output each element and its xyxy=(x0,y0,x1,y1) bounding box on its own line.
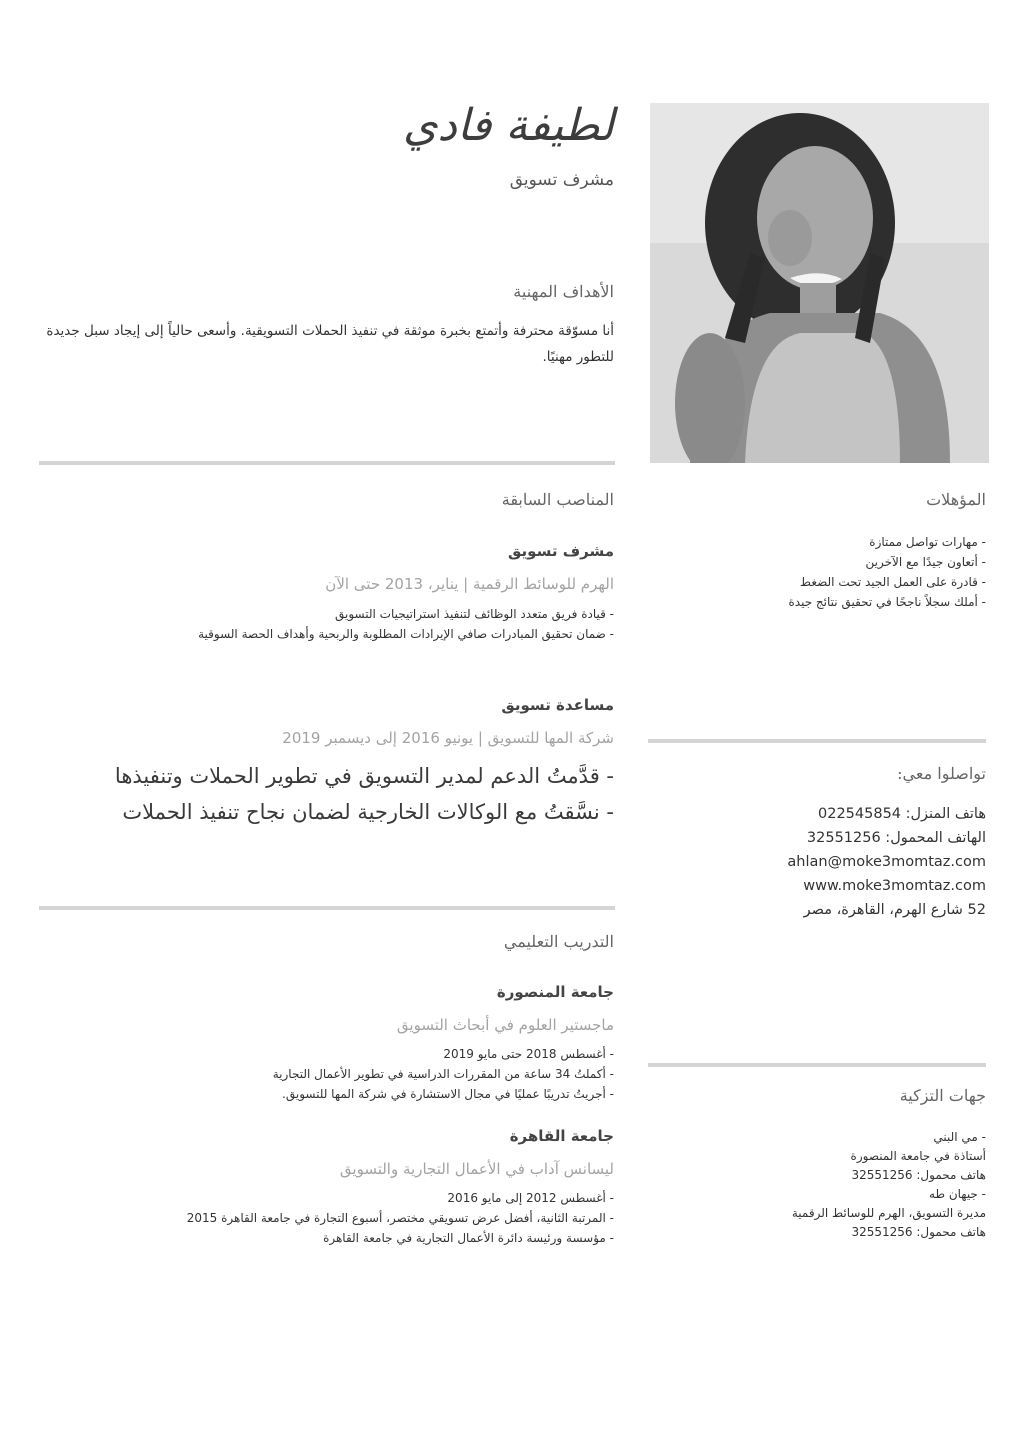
education-bullets xyxy=(34,1188,614,1248)
job-title: مساعدة تسويق xyxy=(501,696,614,714)
contact-title: تواصلوا معي: xyxy=(897,764,986,783)
address: 52 شارع الهرم، القاهرة، مصر xyxy=(803,902,986,918)
profile-photo xyxy=(650,103,989,463)
website-link[interactable]: www.moke3momtaz.com xyxy=(803,878,986,894)
divider-side-2 xyxy=(648,1063,986,1067)
education-bullets xyxy=(34,1044,614,1104)
home-phone: هاتف المنزل: 022545854 xyxy=(818,806,986,822)
objective-title: الأهداف المهنية xyxy=(513,282,614,301)
education-title: التدريب التعليمي xyxy=(503,932,614,951)
job-meta: الهرم للوسائط الرقمية | يناير، 2013 حتى الآن xyxy=(325,575,614,593)
education-bullet: - أغسطس 2018 حتى مايو 2019 xyxy=(443,1047,614,1061)
reference-line: - جيهان طه xyxy=(929,1187,986,1201)
school-name: جامعة القاهرة xyxy=(509,1127,614,1145)
reference-line: أستاذة في جامعة المنصورة xyxy=(850,1149,986,1163)
education-bullet: - أغسطس 2012 إلى مايو 2016 xyxy=(447,1191,614,1205)
job-meta: شركة المها للتسويق | يونيو 2016 إلى ديسمبر 2019 xyxy=(282,729,614,747)
candidate-role: مشرف تسويق xyxy=(509,170,614,190)
divider-main-1 xyxy=(39,461,615,465)
skills-title: المؤهلات xyxy=(926,490,986,509)
education-bullet: - المرتبة الثانية، أفضل عرض تسويقي مختصر، أسبوع التجارة في جامعة القاهرة 2015 xyxy=(186,1211,614,1225)
skills-list xyxy=(666,532,986,612)
skill-item: - أملك سجلاً ناجحًا في تحقيق نتائج جيدة xyxy=(788,595,986,609)
degree: ليسانس آداب في الأعمال التجارية والتسويق xyxy=(339,1160,614,1178)
education-bullet: - أجريتُ تدريبًا عمليًا في مجال الاستشارة في شركة المها للتسويق. xyxy=(282,1087,614,1101)
reference-line: - مي البني xyxy=(933,1130,986,1144)
references-title: جهات التزكية xyxy=(899,1086,986,1105)
reference-line: هاتف محمول: 32551256 xyxy=(851,1168,986,1182)
job-bullet: - قدَّمتُ الدعم لمدير التسويق في تطوير الحملات وتنفيذها xyxy=(114,764,614,788)
job-bullets xyxy=(34,758,614,830)
reference-line: هاتف محمول: 32551256 xyxy=(851,1225,986,1239)
job-bullet: - ضمان تحقيق المبادرات صافي الإيرادات المطلوبة والربحية وأهداف الحصة السوقية xyxy=(198,627,614,641)
job-bullet: - قيادة فريق متعدد الوظائف لتنفيذ استراتيجيات التسويق xyxy=(334,607,614,621)
mobile-phone: الهاتف المحمول: 32551256 xyxy=(806,830,986,846)
job-title: مشرف تسويق xyxy=(508,542,614,560)
job-bullets xyxy=(34,604,614,644)
contact-details xyxy=(656,802,986,922)
skill-item: - قادرة على العمل الجيد تحت الضغط xyxy=(799,575,986,589)
email-link[interactable]: ahlan@moke3momtaz.com xyxy=(787,854,986,870)
reference-line: مديرة التسويق، الهرم للوسائط الرقمية xyxy=(791,1206,986,1220)
education-bullet: - مؤسسة ورئيسة دائرة الأعمال التجارية في جامعة القاهرة xyxy=(323,1231,614,1245)
references-list xyxy=(656,1128,986,1242)
divider-side-1 xyxy=(648,739,986,743)
skill-item: - أتعاون جيدًا مع الآخرين xyxy=(865,555,986,569)
experience-title: المناصب السابقة xyxy=(501,490,614,509)
job-bullet: - نسَّقتُ مع الوكالات الخارجية لضمان نجاح تنفيذ الحملات xyxy=(122,800,614,824)
objective-text: أنا مسوّقة محترفة وأتمتع بخبرة موثقة في تنفيذ الحملات التسويقية. وأسعى حالياً إلى إيجاد سبل جديدة للتطور مهنيًا. xyxy=(46,323,614,365)
divider-main-2 xyxy=(39,906,615,910)
school-name: جامعة المنصورة xyxy=(496,983,614,1001)
degree: ماجستير العلوم في أبحاث التسويق xyxy=(396,1016,614,1034)
skill-item: - مهارات تواصل ممتازة xyxy=(869,535,986,549)
candidate-name: لطيفة فادي xyxy=(402,100,614,151)
education-bullet: - أكملتُ 34 ساعة من المقررات الدراسية في تطوير الأعمال التجارية xyxy=(272,1067,614,1081)
